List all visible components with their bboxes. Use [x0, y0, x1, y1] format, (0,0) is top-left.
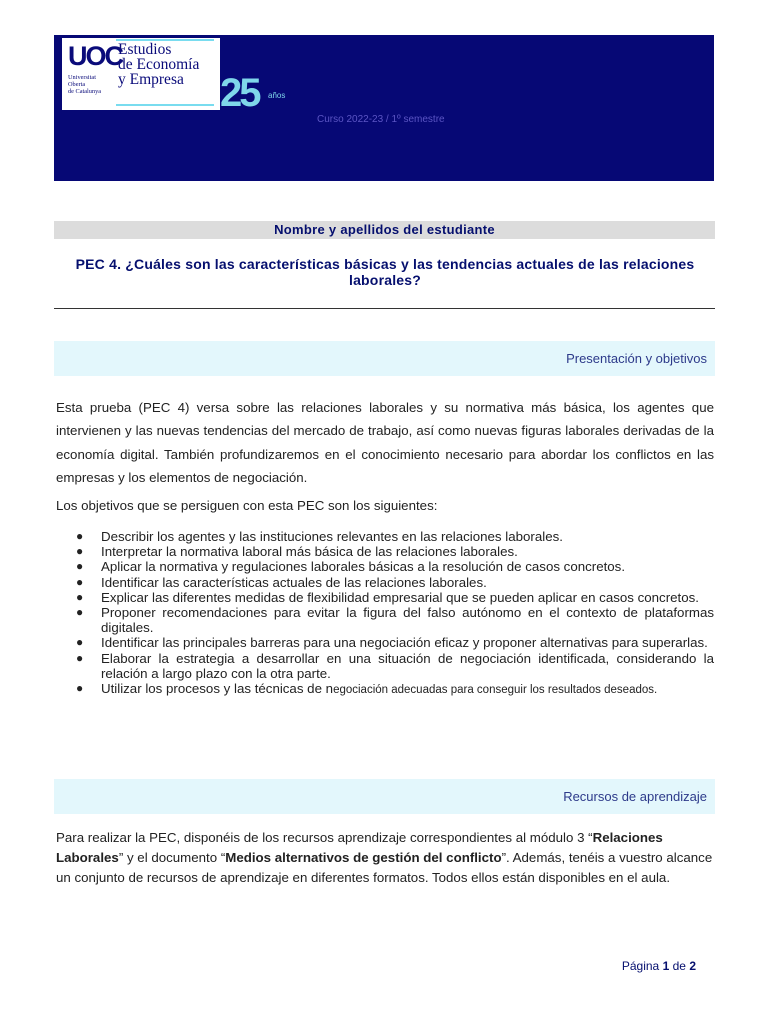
uoc-logo-title: Estudios de Economía y Empresa — [118, 41, 200, 88]
bullet-icon: ● — [76, 529, 84, 543]
list-item: ● Proponer recomendaciones para evitar la figura del falso autónomo en el contexto de plataformas digitales. — [76, 605, 714, 636]
objectives-intro: Los objetivos que se persiguen con esta PEC son los siguientes: — [56, 498, 438, 513]
anniversary-number: 25 — [220, 71, 259, 115]
section-heading-presentation: Presentación y objetivos — [54, 341, 715, 376]
bullet-icon: ● — [76, 605, 84, 620]
pec-title: PEC 4. ¿Cuáles son las características básicas y las tendencias actuales de las relaciones laborales? — [75, 256, 695, 288]
anniversary-word: años — [268, 91, 286, 100]
list-item: ● Utilizar los procesos y las técnicas de negociación adecuadas para conseguir los resultados deseados. — [76, 681, 658, 697]
uoc-logo-university: Universitat Oberta de Catalunya — [68, 74, 102, 95]
list-item: ● Explicar las diferentes medidas de flexibilidad empresarial que se pueden aplicar en casos concretos. — [76, 589, 699, 605]
page-number: Página 1 de 2 — [621, 959, 696, 973]
bullet-icon: ● — [76, 681, 84, 696]
bullet-icon: ● — [76, 544, 84, 559]
uoc-logo — [62, 38, 220, 110]
list-item: ● Aplicar la normativa y regulaciones laborales básicas a la resolución de casos concretos. — [76, 559, 626, 575]
list-item: ● Elaborar la estrategia a desarrollar en una situación de negociación identificada, considerando la relación a largo plazo con la otra parte. — [76, 650, 714, 681]
document-header — [54, 35, 714, 181]
bullet-icon: ● — [76, 589, 84, 604]
student-name-label: Nombre y apellidos del estudiante — [54, 221, 715, 239]
list-item: ● Interpretar la normativa laboral más básica de las relaciones laborales. — [76, 544, 518, 560]
bullet-icon: ● — [76, 559, 84, 574]
logo-rule-bottom — [116, 104, 214, 106]
list-item: ● Identificar las principales barreras para una negociación eficaz y proponer alternativas para superarlas. — [76, 635, 708, 651]
bullet-icon: ● — [76, 635, 84, 650]
presentation-paragraph: Esta prueba (PEC 4) versa sobre las relaciones laborales y su normativa más básica, los agentes que intervienen y las nuevas tendencias del mercado de trabajo, así como nuevas figuras laborales derivadas de la economía digital. También profundizaremos en el conocimiento necesario para abordar los conflictos en las empresas y los elementos de negociación. — [56, 400, 714, 485]
objectives-list — [56, 529, 714, 698]
course-label: Curso 2022-23 / 1º semestre — [317, 114, 445, 125]
bullet-icon: ● — [76, 574, 84, 589]
resources-paragraph: Para realizar la PEC, disponéis de los recursos aprendizaje correspondientes al módulo 3 “Relaciones Laborales” y el documento “Medios alternativos de gestión del conflicto”. Además, tenéis a vuestro alcance un conjunto de recursos de aprendizaje en diferentes formatos. Todos ellos están disponibles en el aula. — [56, 830, 713, 885]
list-item: ● Identificar las características actuales de las relaciones laborales. — [76, 574, 487, 590]
section-heading-resources: Recursos de aprendizaje — [54, 779, 715, 814]
bullet-icon: ● — [76, 650, 84, 665]
uoc-logo-mark: UOC — [68, 41, 122, 71]
divider — [54, 308, 715, 309]
list-item: ● Describir los agentes y las instituciones relevantes en las relaciones laborales. — [76, 529, 563, 544]
